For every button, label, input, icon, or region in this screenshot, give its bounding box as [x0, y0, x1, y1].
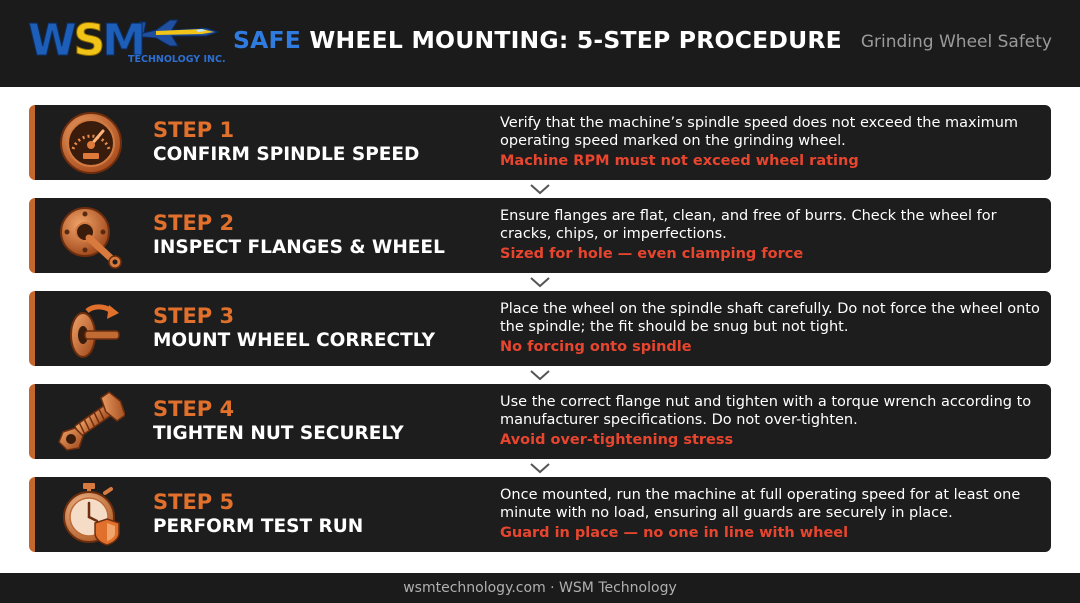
- step-number: STEP 1: [153, 118, 235, 142]
- step-description: Verify that the machine’s spindle speed does not exceed the maximum operating speed marked on the grinding wheel.: [500, 115, 1019, 149]
- page-title: [233, 26, 842, 60]
- wheel-spindle-icon: [57, 295, 125, 363]
- step-description: Once mounted, run the machine at full operating speed for at least one minute with no load, ensuring all guards are securely in place.: [500, 487, 1021, 521]
- step-card-3: [29, 291, 1051, 366]
- step-card-5: [29, 477, 1051, 552]
- step-title: PERFORM TEST RUN: [153, 516, 364, 537]
- speedometer-icon: [57, 109, 125, 177]
- logo-subtext: TECHNOLOGY INC.: [128, 54, 226, 65]
- step-card-1: [29, 105, 1051, 180]
- chevron-down-icon: [529, 369, 551, 381]
- step-title: INSPECT FLANGES & WHEEL: [153, 237, 445, 258]
- step-number: STEP 5: [153, 490, 235, 514]
- company-logo: [28, 15, 226, 68]
- step-description: Ensure flanges are flat, clean, and free of burrs. Check the wheel for cracks, chips, or imperfections.: [500, 208, 997, 242]
- header-bar: [0, 0, 1080, 87]
- title-rest: WHEEL MOUNTING: 5-STEP PROCEDURE: [301, 26, 842, 54]
- step-title: CONFIRM SPINDLE SPEED: [153, 144, 420, 165]
- step-card-2: [29, 198, 1051, 273]
- bolt-nut-icon: [57, 388, 125, 456]
- step-card-4: [29, 384, 1051, 459]
- footer-bar: [0, 573, 1080, 603]
- flange-wrench-icon: [57, 202, 125, 270]
- title-accent: SAFE: [233, 26, 302, 54]
- step-warning: Sized for hole — even clamping force: [500, 246, 804, 262]
- footer-text: wsmtechnology.com · WSM Technology: [403, 580, 677, 596]
- step-number: STEP 3: [153, 304, 235, 328]
- step-description: Use the correct flange nut and tighten with a torque wrench according to manufacturer specifications. Do not over-tighten.: [500, 394, 1032, 428]
- step-number: STEP 4: [153, 397, 235, 421]
- step-warning: Avoid over-tightening stress: [500, 432, 734, 448]
- page-subtitle: Grinding Wheel Safety: [860, 32, 1052, 52]
- step-description: Place the wheel on the spindle shaft carefully. Do not force the wheel onto the spindle; the fit should be snug but not tight.: [500, 301, 1040, 335]
- step-warning: Machine RPM must not exceed wheel rating: [500, 153, 859, 169]
- step-title: MOUNT WHEEL CORRECTLY: [153, 330, 436, 351]
- step-number: STEP 2: [153, 211, 235, 235]
- logo-wordmark: WSM: [28, 15, 144, 66]
- chevron-down-icon: [529, 462, 551, 474]
- step-warning: Guard in place — no one in line with wheel: [500, 525, 849, 541]
- chevron-down-icon: [529, 183, 551, 195]
- chevron-down-icon: [529, 276, 551, 288]
- step-title: TIGHTEN NUT SECURELY: [153, 423, 404, 444]
- step-warning: No forcing onto spindle: [500, 339, 692, 355]
- stopwatch-shield-icon: [57, 481, 125, 549]
